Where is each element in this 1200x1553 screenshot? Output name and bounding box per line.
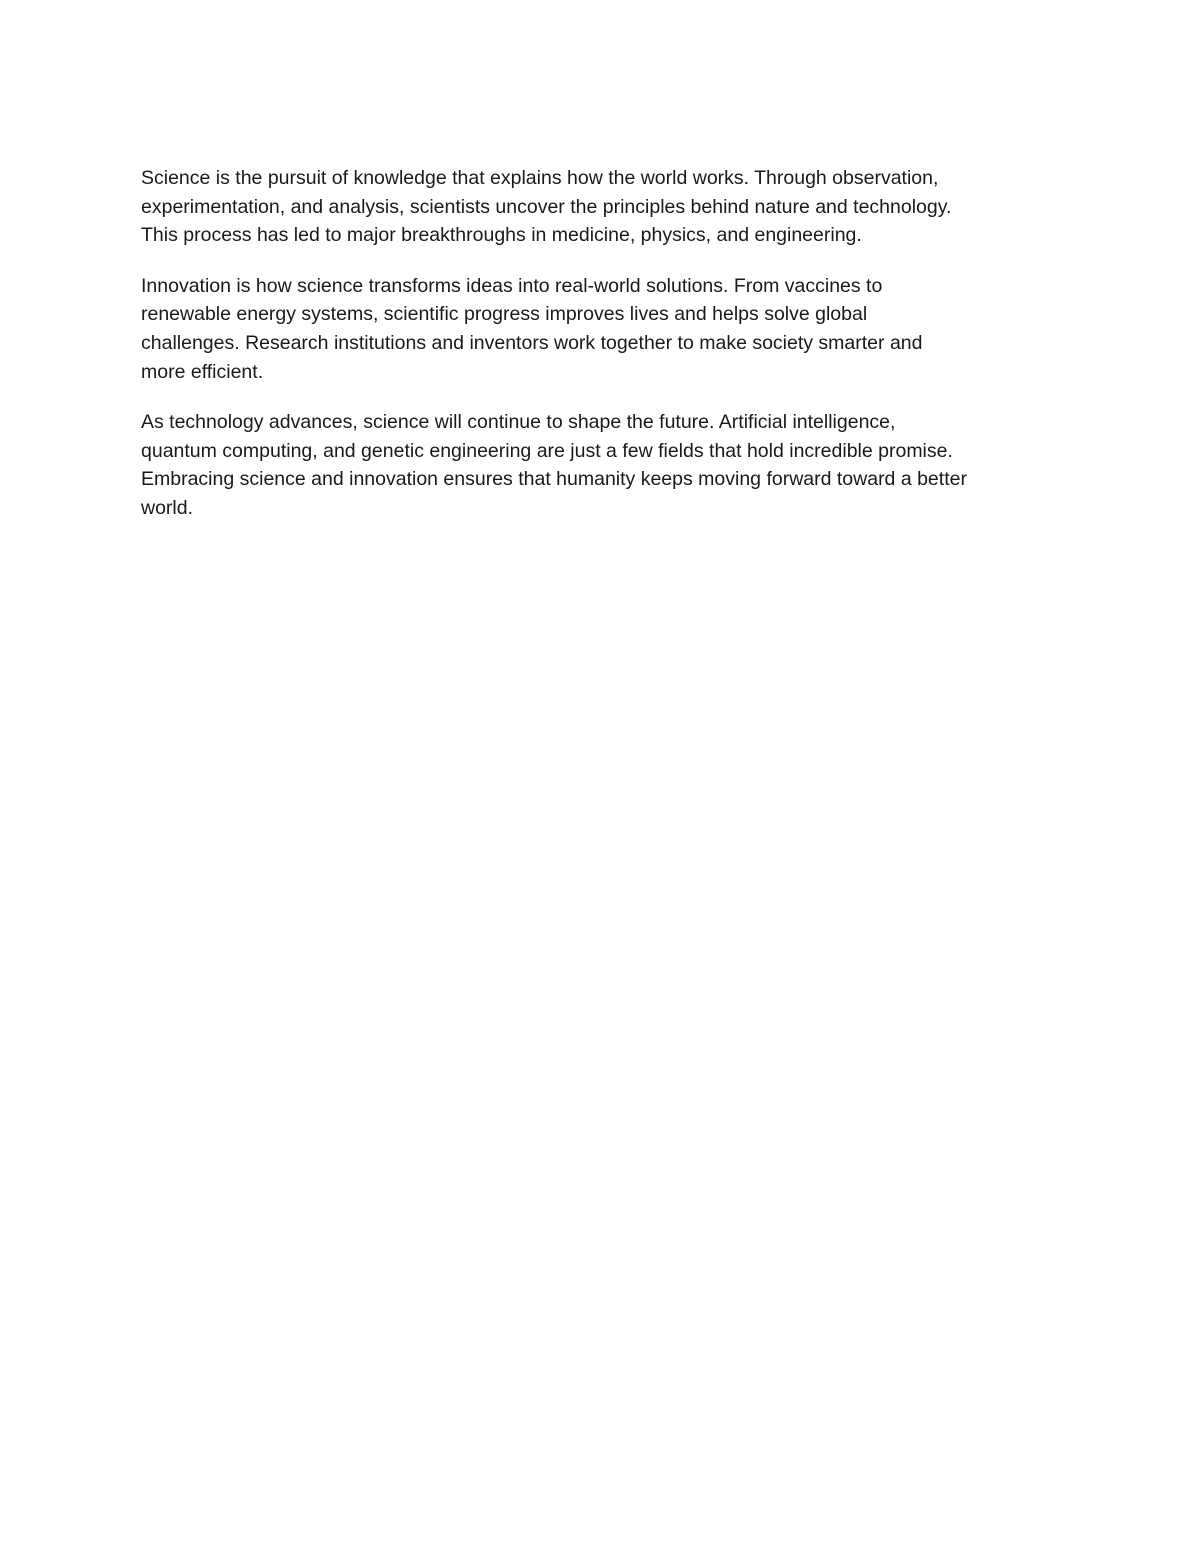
- paragraph-3: As technology advances, science will continue to shape the future. Artificial intelligence, quantum computing, and genetic engineering are just a few fields that hold incredible promise. Embracing science and innovation ensures that humanity keeps moving forward toward a better world.: [141, 411, 967, 519]
- paragraph-1: Science is the pursuit of knowledge that explains how the world works. Through observation, experimentation, and analysis, scientists uncover the principles behind nature and technology. This process has led to major breakthroughs in medicine, physics, and engineering.: [141, 167, 952, 247]
- paragraph-2: Innovation is how science transforms ideas into real-world solutions. From vaccines to renewable energy systems, scientific progress improves lives and helps solve global challenges. Research institutions and inventors work together to make society smarter and more efficient.: [141, 274, 923, 383]
- document-body: [141, 164, 1071, 545]
